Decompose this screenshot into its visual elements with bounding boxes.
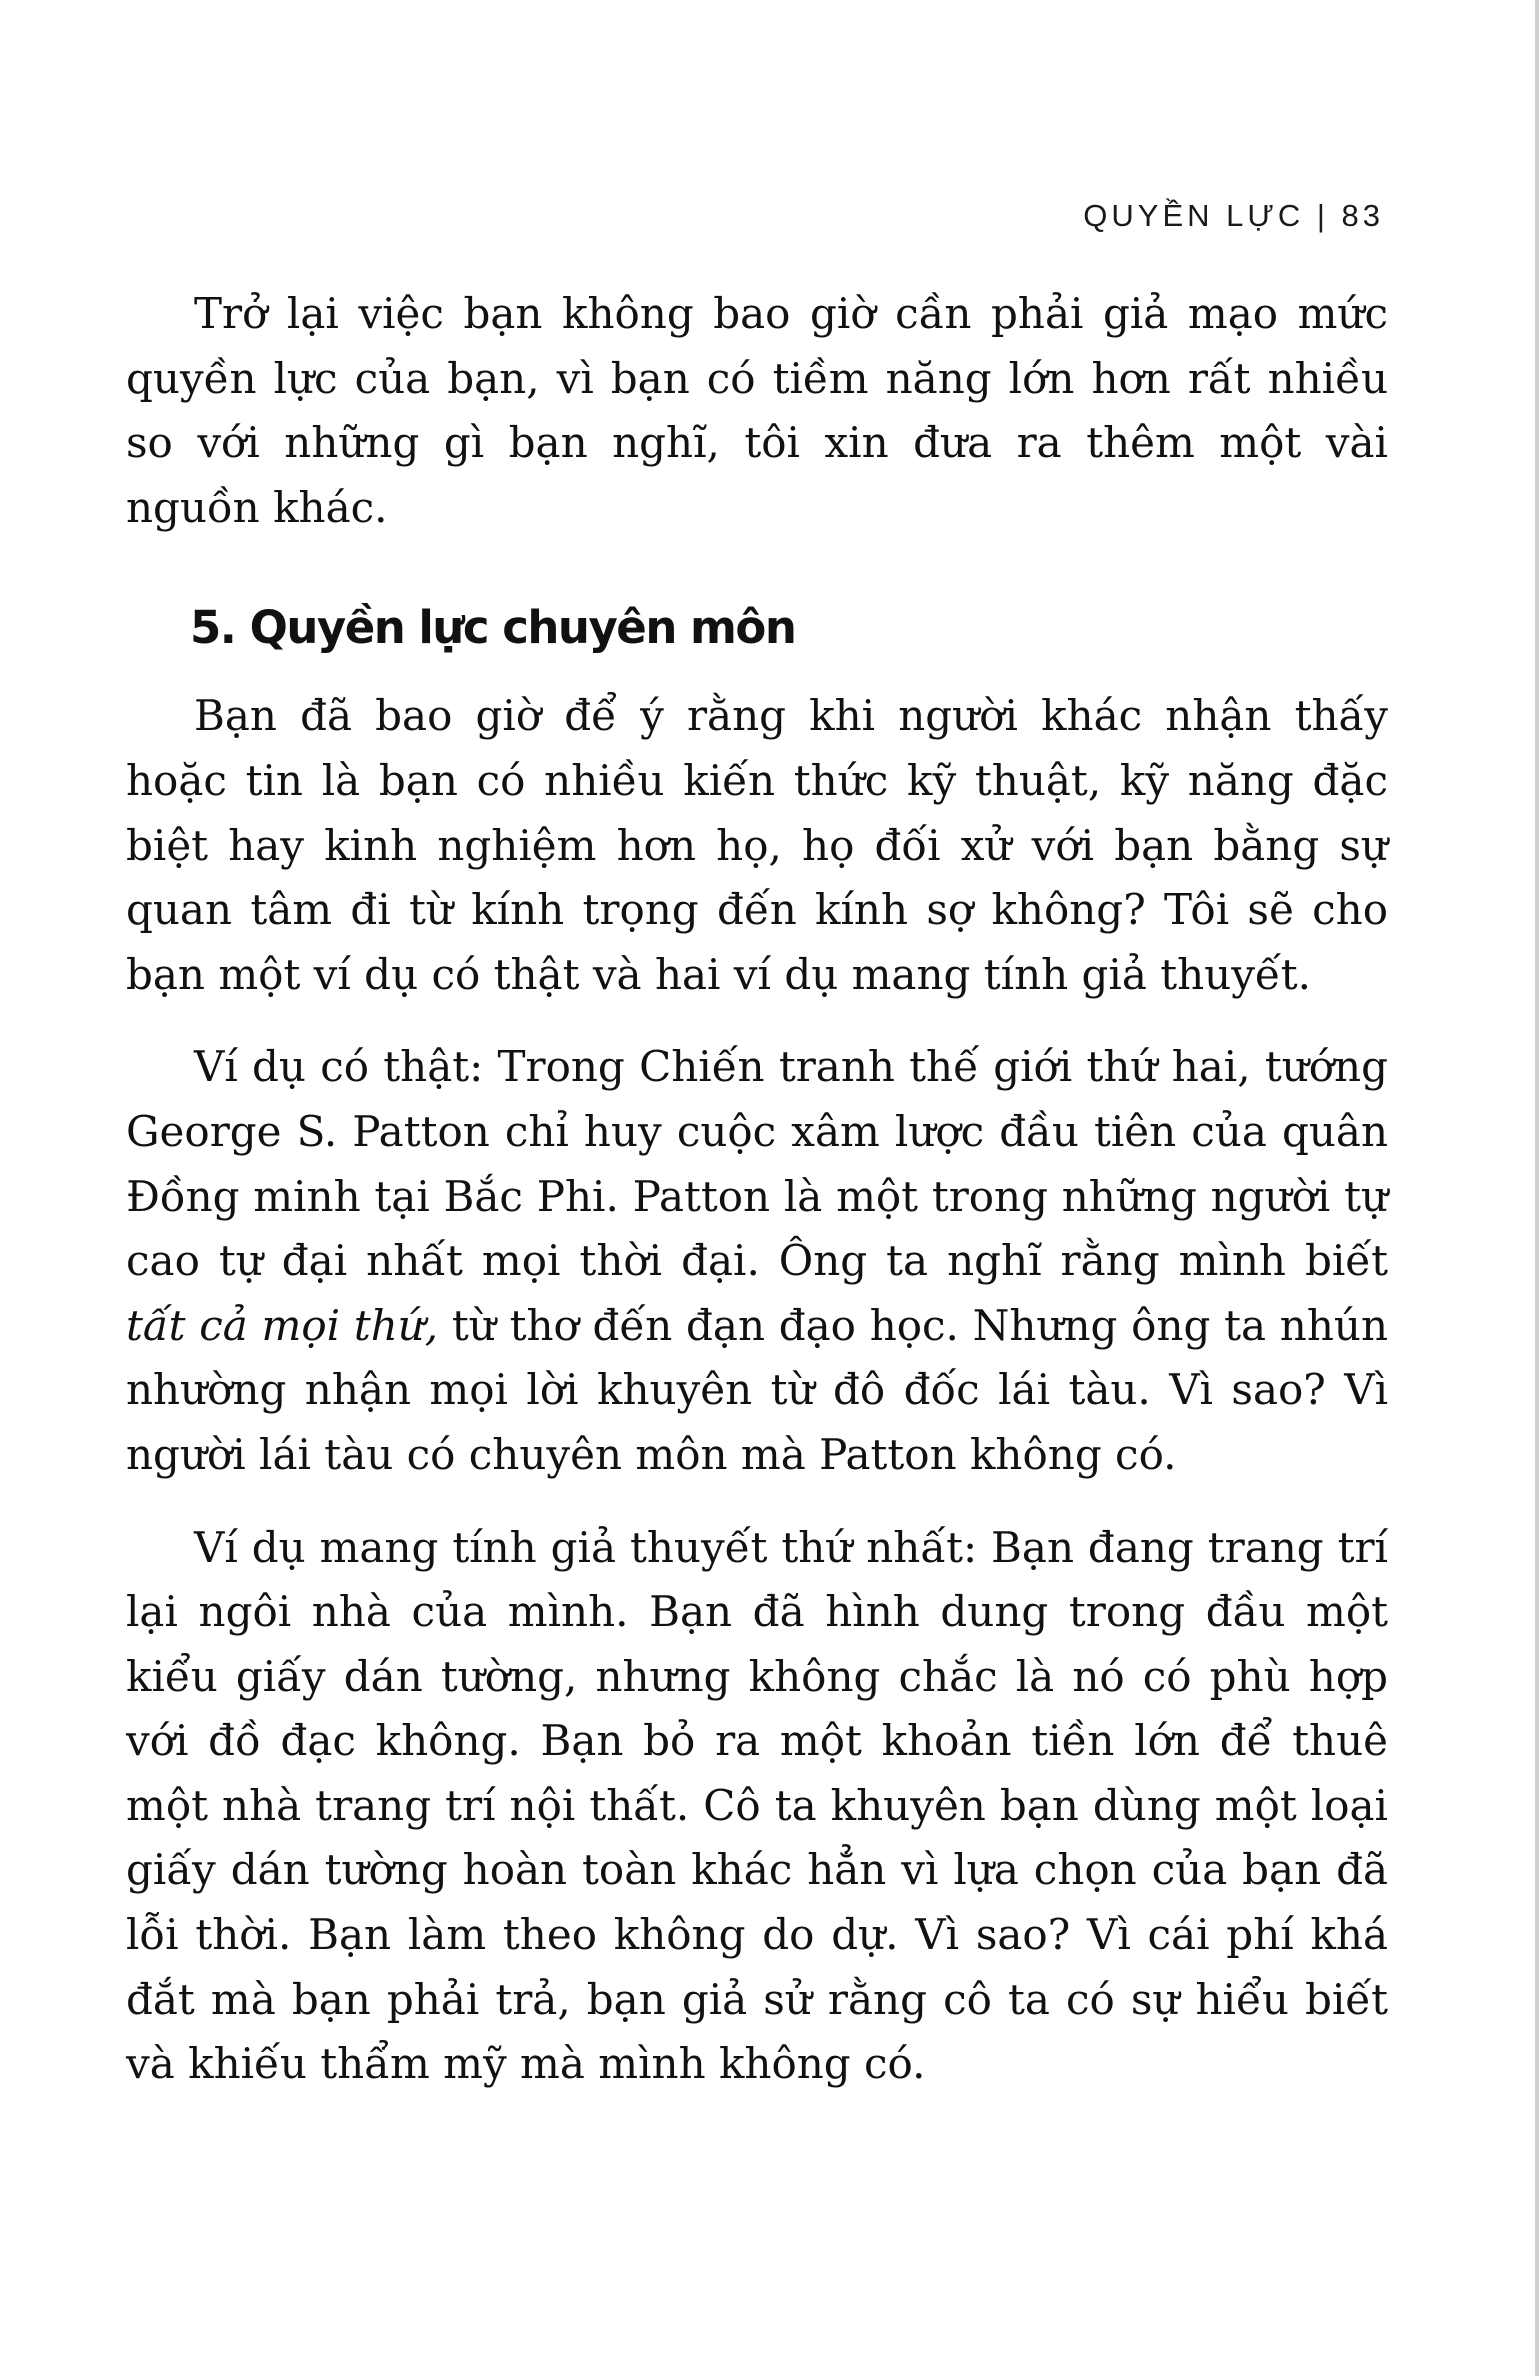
intro-paragraph: Trở lại việc bạn không bao giờ cần phải giả mạo mức quyền lực của bạn, vì bạn có tiềm năng lớn hơn rất nhiều so với những gì bạn nghĩ, tôi xin đưa ra thêm một vài nguồn khác. <box>126 289 1388 532</box>
section-heading: 5. Quyền lực chuyên môn <box>190 601 796 655</box>
running-head: QUYỀN LỰC | 83 <box>1083 198 1384 233</box>
paragraph-1: Bạn đã bao giờ để ý rằng khi người khác nhận thấy hoặc tin là bạn có nhiều kiến thức kỹ thuật, kỹ năng đặc biệt hay kinh nghiệm hơn họ, họ đối xử với bạn bằng sự quan tâm đi từ kính trọng đến kính sợ không? Tôi sẽ cho bạn một ví dụ có thật và hai ví dụ mang tính giả thuyết. <box>126 691 1388 999</box>
paragraph-2-text-end: từ thơ đến đạn đạo học. Nhưng ông ta nhún nhường nhận mọi lời khuyên từ đô đốc lái tàu. Vì sao? Vì người lái tàu có chuyên môn mà Patton không có. <box>126 1300 1388 1479</box>
paragraph-2 <box>126 1035 1388 1487</box>
paragraph-3: Ví dụ mang tính giả thuyết thứ nhất: Bạn đang trang trí lại ngôi nhà của mình. Bạn đã hình dung trong đầu một kiểu giấy dán tường, nhưng không chắc là nó có phù hợp với đồ đạc không. Bạn bỏ ra một khoản tiền lớn để thuê một nhà trang trí nội thất. Cô ta khuyên bạn dùng một loại giấy dán tường hoàn toàn khác hẳn vì lựa chọn của bạn đã lỗi thời. Bạn làm theo không do dự. Vì sao? Vì cái phí khá đắt mà bạn phải trả, bạn giả sử rằng cô ta có sự hiểu biết và khiếu thẩm mỹ mà mình không có. <box>126 1522 1388 2089</box>
scan-edge <box>1535 0 1539 2376</box>
paragraph-2-text-start: Ví dụ có thật: Trong Chiến tranh thế giới thứ hai, tướng George S. Patton chỉ huy cuộc xâm lược đầu tiên của quân Đồng minh tại Bắc Phi. Patton là một trong những người tự cao tự đại nhất mọi thời đại. Ông ta nghĩ rằng mình biết <box>126 1042 1388 1286</box>
page-body <box>126 282 1388 2097</box>
paragraph-2-emphasis: tất cả mọi thứ, <box>126 1300 439 1350</box>
